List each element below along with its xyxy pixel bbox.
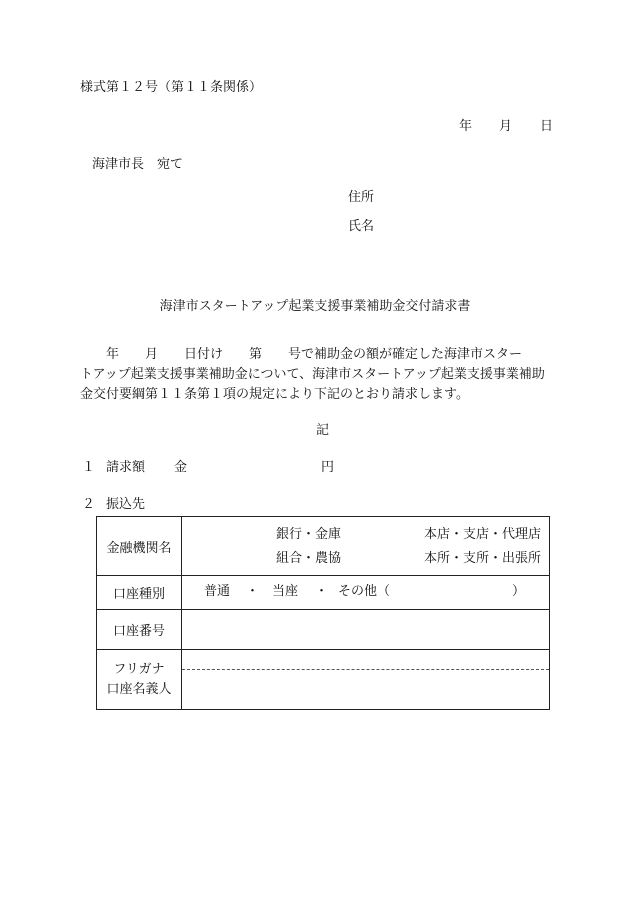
branch-type-1: 本店・支店・代理店 [424, 527, 542, 542]
furigana-input-area[interactable] [182, 650, 549, 669]
addressee: 海津市長 宛て [92, 157, 184, 172]
item2-label: 振込先 [106, 497, 146, 512]
account-type-separator: ・ [315, 584, 329, 599]
holder-name-label: 口座名義人 [106, 681, 172, 697]
institution-field[interactable] [182, 517, 550, 576]
account-number-field[interactable] [182, 610, 550, 650]
document-title: 海津市スタートアップ起業支援事業補助金交付請求書 [159, 299, 471, 314]
account-type-label: 口座種別 [97, 576, 182, 610]
table-row [97, 517, 550, 576]
account-holder-label [97, 650, 182, 710]
bank-account-table [96, 516, 550, 710]
institution-type-1: 銀行・金庫 [276, 527, 342, 542]
item1-label: 請求額 [106, 460, 146, 475]
paragraph-line-1: 年 月 日付け 第 号で補助金の額が確定した海津市スター [80, 347, 523, 362]
account-type-field[interactable] [182, 576, 550, 610]
date-day-label: 日 [540, 119, 554, 134]
account-holder-field[interactable] [182, 650, 550, 710]
account-type-ordinary[interactable]: 普通 [204, 584, 231, 599]
date-month-label: 月 [499, 119, 513, 134]
date-year-label: 年 [459, 119, 473, 134]
item2-number: ２ [82, 497, 96, 512]
account-type-other[interactable]: その他（ [338, 584, 391, 599]
institution-label: 金融機関名 [97, 517, 182, 576]
name-label: 氏名 [348, 219, 375, 234]
address-label: 住所 [348, 190, 375, 205]
ki-heading: 記 [316, 423, 330, 438]
item1-number: １ [82, 460, 96, 475]
amount-prefix: 金 [174, 460, 188, 475]
account-number-label: 口座番号 [97, 610, 182, 650]
request-paragraph [80, 345, 555, 405]
institution-type-2: 組合・農協 [276, 551, 342, 566]
table-row [97, 610, 550, 650]
paragraph-line-3: 金交付要綱第１１条第１項の規定により下記のとおり請求します。 [80, 387, 469, 402]
amount-unit: 円 [321, 460, 335, 475]
account-type-other-close: ） [512, 584, 526, 599]
table-row [97, 650, 550, 710]
branch-type-2: 本所・支所・出張所 [424, 551, 542, 566]
account-type-separator: ・ [246, 584, 260, 599]
paragraph-line-2: トアップ起業支援事業補助金について、海津市スタートアップ起業支援事業補助 [80, 367, 545, 382]
table-row [97, 576, 550, 610]
form-number: 様式第１２号（第１１条関係） [80, 80, 263, 95]
account-type-current[interactable]: 当座 [272, 584, 299, 599]
holder-name-input-area[interactable] [182, 669, 549, 709]
furigana-label: フリガナ [113, 661, 165, 677]
